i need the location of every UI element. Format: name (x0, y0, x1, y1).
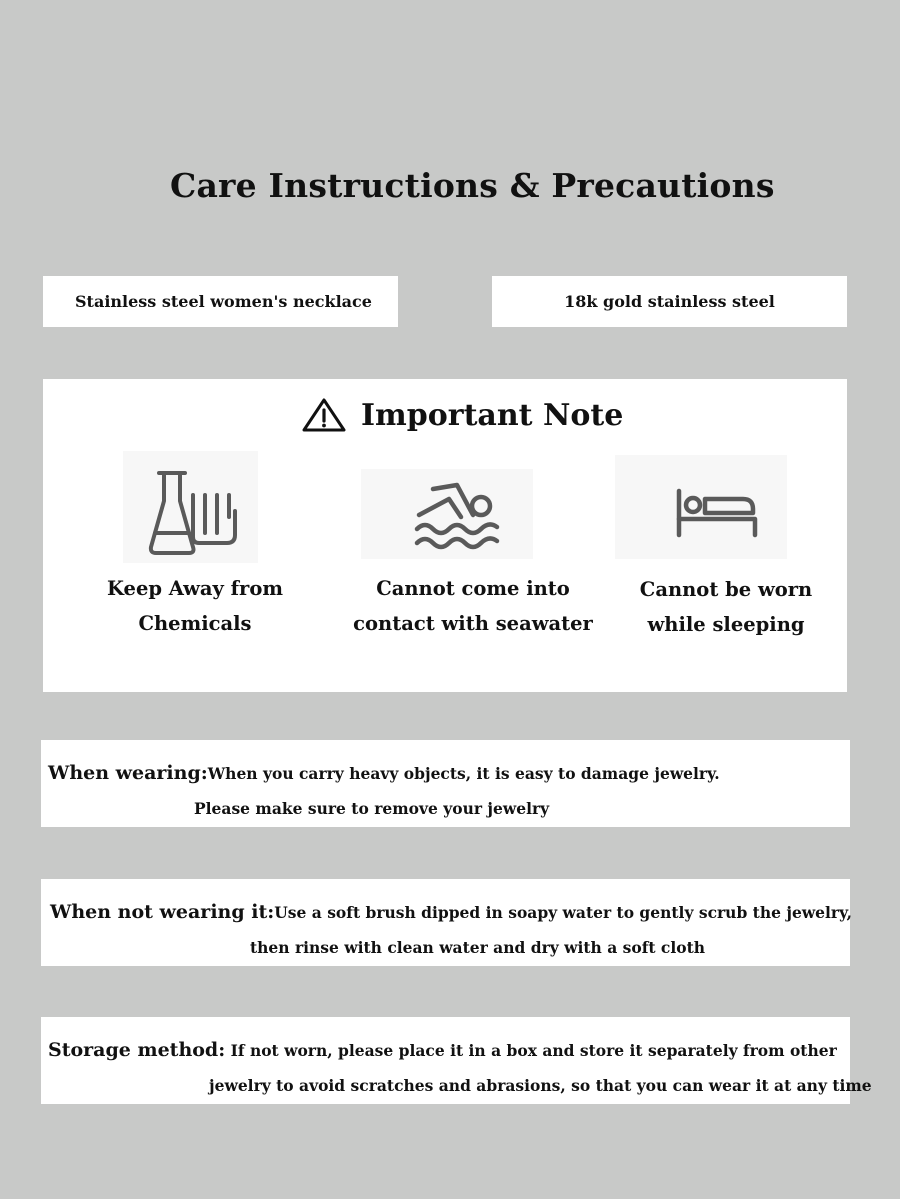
instruction-line (48, 762, 720, 784)
instruction-text-continued: jewelry to avoid scratches and abrasions, so that you can wear it at any time (209, 1076, 872, 1095)
instruction-label: When wearing: (48, 762, 208, 784)
important-note-title: Important Note (361, 397, 624, 433)
instruction-text-continued: then rinse with clean water and dry with a soft cloth (250, 938, 706, 957)
caption-seawater (353, 571, 593, 641)
instruction-text-continued: Please make sure to remove your jewelry (194, 799, 550, 818)
important-note-header (301, 397, 623, 433)
instruction-storage-method (41, 1017, 872, 1104)
instruction-text: Use a soft brush dipped in soapy water to gently scrub the jewelry, (274, 903, 853, 922)
instruction-text: When you carry heavy objects, it is easy to damage jewelry. (207, 764, 720, 783)
instruction-label: Storage method: (48, 1039, 226, 1061)
bed-icon (615, 455, 787, 559)
instruction-text: If not worn, please place it in a box and store it separately from other (225, 1041, 837, 1060)
caption-chemicals (95, 571, 295, 641)
chemicals-icon (123, 451, 258, 563)
instruction-when-wearing (41, 740, 850, 827)
product-tag-material (43, 276, 398, 327)
product-tag-material-label: Stainless steel women's necklace (75, 292, 372, 311)
warning-icon (301, 397, 347, 433)
caption-sleeping-line1: Cannot be worn (639, 578, 813, 601)
instruction-line (48, 1039, 837, 1061)
important-note-panel (43, 379, 847, 692)
product-tag-finish (492, 276, 847, 327)
caption-chemicals-line2: Chemicals (138, 612, 252, 635)
caption-sleeping-line2: while sleeping (647, 613, 805, 636)
caption-sleeping (616, 572, 836, 642)
caption-seawater-line2: contact with seawater (353, 612, 593, 635)
instruction-when-not-wearing (41, 879, 853, 966)
product-tag-finish-label: 18k gold stainless steel (564, 292, 775, 311)
caption-chemicals-line1: Keep Away from (107, 577, 283, 600)
instruction-label: When not wearing it: (50, 901, 275, 923)
swimming-icon (361, 469, 533, 559)
instruction-line (50, 901, 852, 923)
caption-seawater-line1: Cannot come into (376, 577, 570, 600)
page-title: Care Instructions & Precautions (170, 166, 775, 205)
